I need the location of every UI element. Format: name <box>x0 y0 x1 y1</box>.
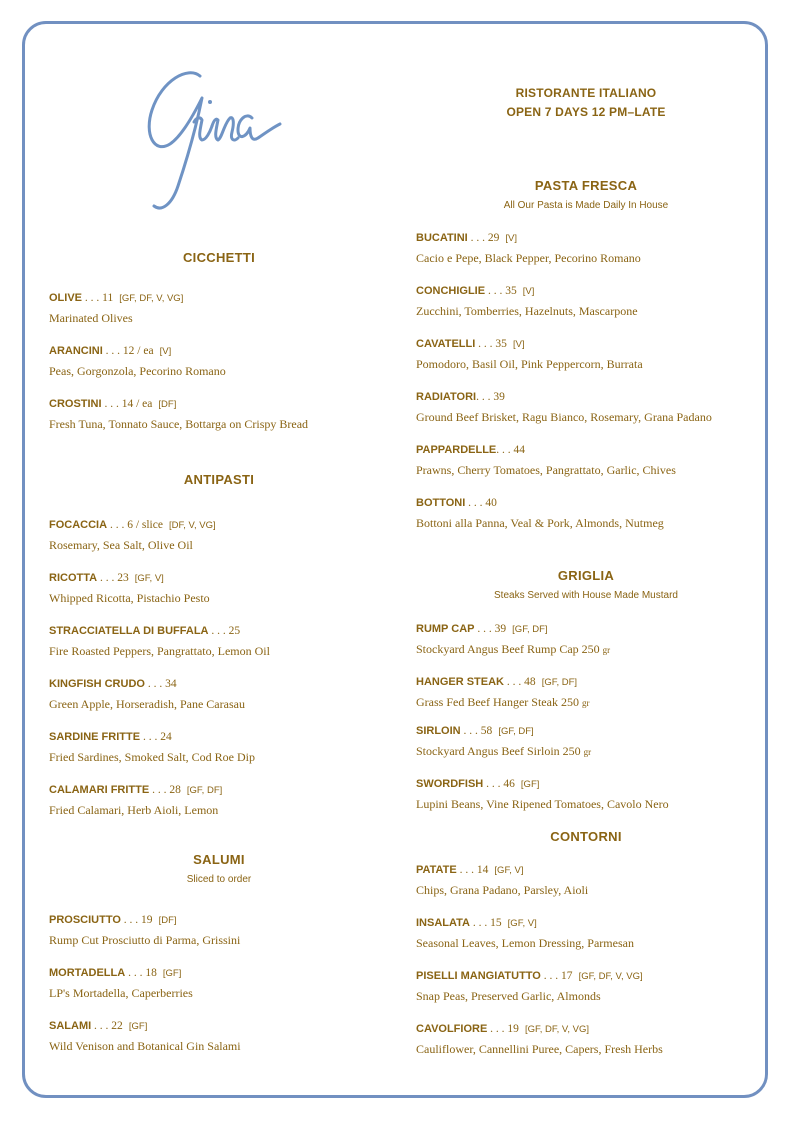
section-title-pasta-fresca: PASTA FRESCA <box>534 178 638 193</box>
item-name: BOTTONI <box>416 497 466 509</box>
item-name: CALAMARI FRITTE <box>49 784 150 796</box>
section-title-griglia: GRIGLIA <box>557 568 615 583</box>
item-price: . . . 23 <box>97 572 129 584</box>
item-price: . . . 35 <box>475 338 507 350</box>
menu-item <box>49 966 399 1001</box>
item-dietary-tags: [GF] <box>162 968 182 979</box>
item-dietary-tags: [GF, DF] <box>498 726 534 737</box>
item-description: Bottoni alla Panna, Veal & Pork, Almonds, Nutmeg <box>416 516 664 530</box>
item-price: . . . 14 / ea <box>101 398 153 410</box>
item-dietary-tags: [GF, V] <box>134 573 164 584</box>
item-dietary-tags: [GF, DF, V, VG] <box>524 1024 590 1035</box>
item-price: . . . 48 <box>504 676 536 688</box>
item-price: . . . 11 <box>82 292 114 304</box>
item-name: MORTADELLA <box>49 967 126 979</box>
item-price: . . . 40 <box>465 497 497 509</box>
item-dietary-tags: [DF] <box>158 399 177 410</box>
item-dietary-tags: [GF, DF, V, VG] <box>119 293 184 304</box>
item-price: . . . 29 <box>467 232 500 244</box>
menu-item <box>49 624 399 659</box>
item-name: SARDINE FRITTE <box>49 731 141 743</box>
item-description: Pomodoro, Basil Oil, Pink Peppercorn, Burrata <box>416 357 643 371</box>
menu-item <box>416 969 761 1004</box>
item-dietary-tags: [DF] <box>158 915 177 926</box>
item-dietary-tags: [GF, V] <box>507 918 537 929</box>
menu-item <box>416 622 761 658</box>
item-description: Rosemary, Sea Salt, Olive Oil <box>49 538 193 552</box>
item-name: CAVOLFIORE <box>416 1023 488 1035</box>
item-price: . . . 25 <box>208 625 241 637</box>
menu-item <box>416 1022 761 1057</box>
item-dietary-tags: [V] <box>512 339 525 350</box>
item-description-text: Stockyard Angus Beef Sirloin 250 <box>416 744 581 758</box>
menu-item <box>416 916 761 951</box>
item-price: . . . 6 / slice <box>107 519 163 531</box>
item-name: FOCACCIA <box>49 519 108 531</box>
item-description: Fresh Tuna, Tonnato Sauce, Bottarga on Crispy Bread <box>49 417 309 431</box>
item-price: . . . 15 <box>469 917 502 929</box>
item-price: . . . 34 <box>144 678 177 690</box>
item-description <box>416 743 761 760</box>
item-description: Lupini Beans, Vine Ripened Tomatoes, Cavolo Nero <box>416 797 669 811</box>
tagline-restaurant: RISTORANTE ITALIANO <box>515 86 657 100</box>
menu-item <box>416 390 761 425</box>
menu-item <box>49 677 399 712</box>
menu-item <box>416 863 761 898</box>
item-name: SWORDFISH <box>416 778 484 790</box>
item-dietary-tags: [GF, DF, V, VG] <box>578 971 643 982</box>
item-description-text: Stockyard Angus Beef Rump Cap 250 <box>416 642 600 656</box>
item-price: . . . 35 <box>485 285 517 297</box>
item-name: RICOTTA <box>49 572 98 584</box>
item-price: . . . 14 <box>456 864 489 876</box>
item-dietary-tags: [GF, V] <box>494 865 524 876</box>
item-unit: gr <box>581 698 590 708</box>
menu-item <box>49 518 399 553</box>
item-description: Cauliflower, Cannellini Puree, Capers, Fresh Herbs <box>416 1042 663 1056</box>
item-name: SIRLOIN <box>416 725 461 737</box>
item-description: Snap Peas, Preserved Garlic, Almonds <box>416 989 601 1003</box>
item-price: . . . 19 <box>487 1023 519 1035</box>
item-price: . . . 24 <box>140 731 172 743</box>
item-price: . . . 39 <box>474 623 507 635</box>
item-name: PROSCIUTTO <box>49 914 121 926</box>
section-title-cicchetti: CICCHETTI <box>182 250 256 265</box>
item-name: CONCHIGLIE <box>416 285 486 297</box>
section-title-antipasti: ANTIPASTI <box>183 472 255 487</box>
section-subtitle-pasta-fresca: All Our Pasta is Made Daily In House <box>503 200 669 211</box>
menu-item <box>416 675 761 711</box>
item-description: Rump Cut Prosciutto di Parma, Grissini <box>49 933 241 947</box>
item-price: . . . 58 <box>460 725 493 737</box>
menu-item <box>49 783 399 818</box>
item-dietary-tags: [GF] <box>520 779 540 790</box>
item-name: CAVATELLI <box>416 338 476 350</box>
item-name: PAPPARDELLE <box>416 444 497 456</box>
section-title-contorni: CONTORNI <box>550 829 622 844</box>
menu-item <box>49 291 399 326</box>
item-description: Cacio e Pepe, Black Pepper, Pecorino Romano <box>416 251 641 265</box>
item-description: Fried Sardines, Smoked Salt, Cod Roe Dip <box>49 750 255 764</box>
tagline-hours: OPEN 7 DAYS 12 PM–LATE <box>506 105 666 119</box>
item-name: PISELLI MANGIATUTTO <box>416 970 541 982</box>
item-price: . . . 28 <box>149 784 181 796</box>
menu-item <box>416 443 761 478</box>
item-price: . . . 46 <box>483 778 515 790</box>
menu-item <box>416 231 761 266</box>
item-name: INSALATA <box>416 917 470 929</box>
item-dietary-tags: [V] <box>505 233 518 244</box>
item-dietary-tags: [V] <box>522 286 535 297</box>
item-name: CROSTINI <box>49 398 102 410</box>
item-unit: gr <box>583 747 592 757</box>
item-description: Seasonal Leaves, Lemon Dressing, Parmesan <box>416 936 634 950</box>
item-dietary-tags: [GF, DF] <box>512 624 548 635</box>
item-name: HANGER STEAK <box>416 676 505 688</box>
menu-item <box>49 344 399 379</box>
menu-item <box>49 730 399 765</box>
menu-item <box>49 571 399 606</box>
section-subtitle-griglia: Steaks Served with House Made Mustard <box>494 590 678 601</box>
item-price: . . . 44 <box>496 444 526 456</box>
item-price: . . . 12 / ea <box>102 345 154 357</box>
menu-item <box>49 397 399 432</box>
item-name: SALAMI <box>49 1020 92 1032</box>
item-description: LP's Mortadella, Caperberries <box>49 986 193 1000</box>
item-name: STRACCIATELLA DI BUFFALA <box>49 625 209 637</box>
item-price: . . . 22 <box>91 1020 123 1032</box>
item-dietary-tags: [GF] <box>128 1021 148 1032</box>
item-description: Peas, Gorgonzola, Pecorino Romano <box>49 364 226 378</box>
item-unit: gr <box>602 645 611 655</box>
item-description: Wild Venison and Botanical Gin Salami <box>49 1039 241 1053</box>
item-description: Fire Roasted Peppers, Pangrattato, Lemon Oil <box>49 644 270 658</box>
item-dietary-tags: [GF, DF] <box>541 677 578 688</box>
menu-item <box>416 777 761 812</box>
item-name: OLIVE <box>49 292 83 304</box>
menu-item <box>416 724 761 760</box>
item-description: Marinated Olives <box>49 311 133 325</box>
item-price: . . . 18 <box>125 967 157 979</box>
menu-item <box>49 1019 399 1054</box>
item-dietary-tags: [GF, DF] <box>186 785 223 796</box>
item-price: . . . 39 <box>476 391 505 403</box>
item-description: Whipped Ricotta, Pistachio Pesto <box>49 591 210 605</box>
item-dietary-tags: [DF, V, VG] <box>169 520 216 531</box>
section-subtitle-salumi: Sliced to order <box>186 874 252 885</box>
item-description: Green Apple, Horseradish, Pane Carasau <box>49 697 245 711</box>
item-description: Ground Beef Brisket, Ragu Bianco, Rosemary, Grana Padano <box>416 410 712 424</box>
item-price: . . . 17 <box>540 970 573 982</box>
item-name: BUCATINI <box>416 232 468 244</box>
item-dietary-tags: [V] <box>159 346 172 357</box>
gina-script-logo <box>140 58 300 218</box>
item-description <box>416 641 761 658</box>
item-description: Fried Calamari, Herb Aioli, Lemon <box>49 803 219 817</box>
menu-item <box>416 496 761 531</box>
item-description: Zucchini, Tomberries, Hazelnuts, Mascarpone <box>416 304 638 318</box>
item-name: RUMP CAP <box>416 623 475 635</box>
item-description-text: Grass Fed Beef Hanger Steak 250 <box>416 695 579 709</box>
item-description <box>416 694 761 711</box>
item-name: RADIATORI <box>416 391 477 403</box>
item-description: Prawns, Cherry Tomatoes, Pangrattato, Garlic, Chives <box>416 463 676 477</box>
menu-item <box>49 913 399 948</box>
menu-item <box>416 337 761 372</box>
item-description: Chips, Grana Padano, Parsley, Aioli <box>416 883 589 897</box>
section-title-salumi: SALUMI <box>193 852 245 867</box>
item-name: ARANCINI <box>49 345 103 357</box>
item-name: KINGFISH CRUDO <box>49 678 145 690</box>
item-price: . . . 19 <box>120 914 153 926</box>
menu-item <box>416 284 761 319</box>
item-name: PATATE <box>416 864 457 876</box>
